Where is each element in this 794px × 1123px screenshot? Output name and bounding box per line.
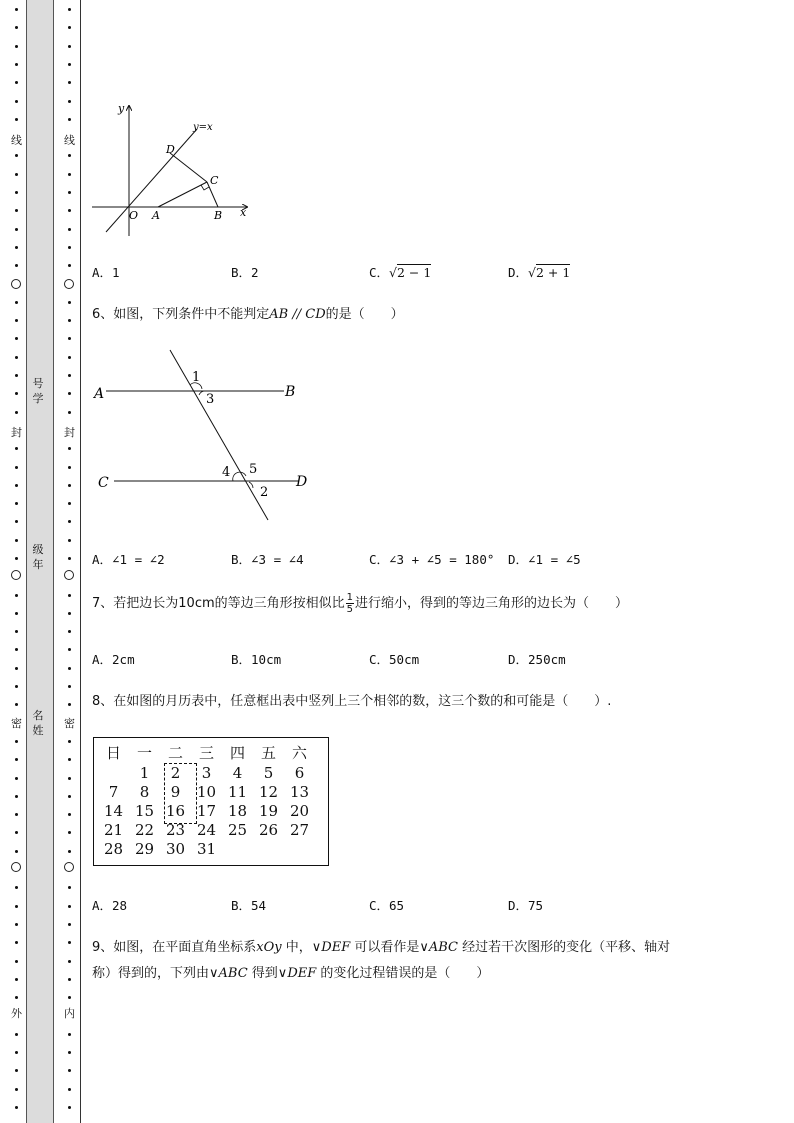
cal-cell: 23 [165, 820, 186, 839]
fig-label-B: B [214, 209, 223, 222]
margin-dot [15, 758, 18, 761]
cal-cell: 31 [196, 839, 217, 858]
margin-dot [68, 740, 71, 743]
margin-left-char-1: 线 [11, 134, 22, 147]
cal-cell: 28 [103, 839, 124, 858]
margin-circle [11, 279, 21, 289]
cal-cell: 24 [196, 820, 217, 839]
fig-label-D: D [296, 474, 308, 490]
q8-option-b: B．54 [231, 898, 267, 913]
q9-math: DEF [321, 940, 351, 955]
cal-cell: 29 [134, 839, 155, 858]
margin-dot [68, 1088, 71, 1091]
q5-option-d [508, 263, 570, 281]
q8-option-a: A．28 [92, 898, 128, 913]
margin-dot [15, 703, 18, 706]
q7-option-d: D．250cm [508, 652, 566, 667]
q6-option-c: C．∠3 + ∠5 = 180° [369, 552, 495, 567]
margin-dot [68, 392, 71, 395]
cal-head: 一 [136, 744, 152, 762]
cal-head: 日 [105, 744, 121, 762]
margin-dot [15, 978, 18, 981]
q6-option-a: A．∠1 = ∠2 [92, 552, 165, 567]
margin-dot [68, 612, 71, 615]
q9-math: xOy [256, 940, 282, 955]
margin-dot [68, 960, 71, 963]
cal-cell: 18 [227, 801, 248, 820]
calendar-header-row [98, 742, 315, 763]
margin-dot [15, 502, 18, 505]
margin-dot [15, 246, 18, 249]
q9-stem-line-2 [92, 962, 489, 981]
cal-cell: 4 [232, 763, 243, 782]
margin-dot [15, 484, 18, 487]
margin-dot [68, 1069, 71, 1072]
q5-option-c [369, 263, 431, 281]
margin-dot [15, 520, 18, 523]
cal-head: 三 [198, 744, 214, 762]
margin-dot [68, 850, 71, 853]
margin-dot [68, 795, 71, 798]
fig-label-D: D [166, 143, 175, 156]
margin-dot [15, 392, 18, 395]
cal-cell [253, 839, 284, 858]
margin-dot [15, 337, 18, 340]
margin-dot [68, 100, 71, 103]
margin-circle [64, 570, 74, 580]
margin-dot [15, 228, 18, 231]
q9-math: ABC [218, 966, 248, 981]
margin-dot [68, 411, 71, 414]
cal-cell: 25 [227, 820, 248, 839]
margin-dot [68, 520, 71, 523]
margin-dot [15, 118, 18, 121]
label-name [32, 708, 46, 738]
q9-stem-line-1 [92, 936, 670, 955]
cal-cell: 27 [289, 820, 310, 839]
q8-stem: 8、在如图的月历表中，任意框出表中竖列上三个相邻的数，这三个数的和可能是（ ）. [92, 694, 612, 709]
margin-dot [15, 173, 18, 176]
q9-math: DEF [287, 966, 317, 981]
q5-coordinate-figure [90, 100, 255, 240]
q5-option-b: B．2 [231, 265, 259, 280]
margin-dot [68, 173, 71, 176]
segment-DC [170, 153, 207, 182]
margin-dot [68, 502, 71, 505]
margin-dot [15, 154, 18, 157]
q5-option-c-value: 2 − 1 [397, 265, 432, 280]
cal-cell: 2 [170, 763, 181, 782]
angle-arc-top2 [199, 391, 204, 395]
cal-cell: 20 [289, 801, 310, 820]
fraction-1-5 [346, 592, 354, 615]
q6-option-d: D．∠1 = ∠5 [508, 552, 581, 567]
margin-dot [15, 1069, 18, 1072]
segment-AC [158, 182, 207, 207]
label-grade [32, 542, 46, 572]
margin-dot [68, 905, 71, 908]
right-margin-dots [62, 0, 76, 1123]
cal-cell: 17 [196, 801, 217, 820]
margin-circle [11, 570, 21, 580]
margin-circle [64, 279, 74, 289]
margin-dot [68, 703, 71, 706]
margin-dot [68, 246, 71, 249]
margin-dot [68, 594, 71, 597]
cal-cell [222, 839, 253, 858]
margin-dot [68, 191, 71, 194]
fraction-numerator: 1 [346, 592, 353, 603]
margin-dot [68, 466, 71, 469]
transversal [170, 350, 268, 520]
margin-dot [68, 447, 71, 450]
margin-circle [11, 862, 21, 872]
margin-dot [68, 1033, 71, 1036]
q6-stem-prefix: 6、如图，下列条件中不能判定 [92, 307, 270, 322]
calendar-box [93, 737, 329, 866]
margin-dot [68, 8, 71, 11]
margin-dot [15, 886, 18, 889]
cal-cell: 14 [103, 801, 124, 820]
margin-dot [15, 81, 18, 84]
margin-right-char-3: 密 [64, 717, 75, 730]
sqrt-symbol: √ [528, 265, 536, 280]
fig-label-x: x [240, 206, 247, 219]
q9-text: 得到∨ [247, 966, 288, 981]
angle-arc-bottom [233, 472, 246, 481]
calendar-table [98, 742, 315, 858]
cal-cell: 10 [196, 782, 217, 801]
margin-dot [15, 813, 18, 816]
margin-dot [15, 612, 18, 615]
margin-dot [68, 319, 71, 322]
fig-label-y: y [118, 102, 125, 115]
margin-dot [15, 831, 18, 834]
cal-head: 六 [291, 744, 307, 762]
cal-cell: 11 [227, 782, 248, 801]
margin-dot [68, 923, 71, 926]
q7-option-c: C．50cm [369, 652, 420, 667]
cal-cell: 21 [103, 820, 124, 839]
margin-dot [15, 1106, 18, 1109]
margin-dot [68, 1106, 71, 1109]
cal-cell: 19 [258, 801, 279, 820]
angle-label-5: 5 [249, 462, 258, 477]
margin-left-char-4: 外 [11, 1007, 22, 1020]
margin-dot [15, 539, 18, 542]
q5-option-a: A．1 [92, 265, 120, 280]
margin-circle [64, 862, 74, 872]
fig-label-A: A [152, 209, 160, 222]
angle-label-3: 3 [206, 392, 215, 407]
margin-dot [15, 191, 18, 194]
q7-option-b: B．10cm [231, 652, 282, 667]
margin-dot [15, 1088, 18, 1091]
angle-label-1: 1 [192, 370, 201, 385]
margin-dot [68, 539, 71, 542]
left-margin-dots [10, 0, 22, 1123]
q7-stem [92, 592, 628, 615]
margin-dot [15, 447, 18, 450]
margin-dot [15, 850, 18, 853]
margin-dot [15, 777, 18, 780]
margin-dot [15, 594, 18, 597]
margin-dot [68, 831, 71, 834]
margin-dot [68, 996, 71, 999]
margin-dot [15, 319, 18, 322]
margin-dot [68, 356, 71, 359]
margin-dot [68, 63, 71, 66]
q7-stem-suffix: 进行缩小，得到的等边三角形的边长为（ ） [355, 596, 629, 611]
margin-dot [68, 630, 71, 633]
margin-dot [68, 758, 71, 761]
q6-parallel-lines-figure [92, 345, 317, 525]
margin-dot [68, 337, 71, 340]
fig-label-line: y=x [193, 122, 213, 133]
margin-dot [68, 45, 71, 48]
margin-dot [15, 209, 18, 212]
margin-dot [68, 264, 71, 267]
margin-dot [68, 81, 71, 84]
q5-option-d-label: D． [508, 265, 529, 280]
cal-cell [98, 763, 129, 782]
margin-dot [15, 667, 18, 670]
margin-dot [68, 374, 71, 377]
margin-right-char-4: 内 [64, 1007, 75, 1020]
q6-stem [92, 303, 404, 322]
q6-stem-suffix: 的是（ ） [325, 307, 404, 322]
q5-option-c-label: C． [369, 265, 390, 280]
margin-dot [15, 26, 18, 29]
cal-head: 二 [167, 744, 183, 762]
margin-dot [15, 63, 18, 66]
margin-rule-line [80, 0, 81, 1123]
binding-column [26, 0, 54, 1123]
margin-dot [68, 667, 71, 670]
calendar-row [98, 820, 315, 839]
cal-cell: 26 [258, 820, 279, 839]
cal-cell: 15 [134, 801, 155, 820]
margin-right-char-1: 线 [64, 134, 75, 147]
margin-dot [15, 1033, 18, 1036]
fig-label-B: B [285, 384, 296, 400]
cal-head: 四 [229, 744, 245, 762]
margin-dot [15, 45, 18, 48]
q9-text: 可以看作是∨ [350, 940, 429, 955]
cal-cell: 30 [165, 839, 186, 858]
margin-dot [68, 484, 71, 487]
q5-option-d-value: 2 + 1 [536, 265, 571, 280]
fig-label-O: O [129, 209, 139, 222]
fig-label-C: C [210, 174, 219, 187]
label-name-text: 名姓 [32, 709, 44, 737]
margin-dot [68, 26, 71, 29]
margin-dot [68, 228, 71, 231]
margin-dot [68, 941, 71, 944]
cal-head: 五 [260, 744, 276, 762]
q8-option-d: D．75 [508, 898, 544, 913]
margin-dot [68, 301, 71, 304]
margin-dot [15, 960, 18, 963]
margin-dot [68, 813, 71, 816]
q8-option-c: C．65 [369, 898, 405, 913]
cal-cell: 3 [201, 763, 212, 782]
margin-dot [15, 8, 18, 11]
margin-right-char-2: 封 [64, 426, 75, 439]
cal-cell [284, 839, 315, 858]
margin-dot [68, 685, 71, 688]
cal-cell: 7 [108, 782, 119, 801]
margin-dot [68, 118, 71, 121]
margin-dot [68, 978, 71, 981]
q9-text: 中，∨ [281, 940, 322, 955]
margin-dot [68, 886, 71, 889]
margin-dot [68, 648, 71, 651]
q9-text: 9、如图，在平面直角坐标系 [92, 940, 257, 955]
margin-dot [15, 740, 18, 743]
right-angle-mark [201, 185, 209, 190]
angle-label-2: 2 [260, 485, 269, 500]
q9-text: 的变化过程错误的是（ ） [316, 966, 490, 981]
margin-left-char-3: 密 [11, 717, 22, 730]
margin-dot [15, 630, 18, 633]
margin-dot [15, 1051, 18, 1054]
calendar-row [98, 801, 315, 820]
cal-cell: 16 [165, 801, 186, 820]
margin-dot [15, 905, 18, 908]
margin-dot [68, 1051, 71, 1054]
margin-dot [68, 154, 71, 157]
margin-dot [68, 209, 71, 212]
margin-dot [15, 411, 18, 414]
margin-dot [68, 777, 71, 780]
cal-cell: 9 [170, 782, 181, 801]
label-grade-text: 级年 [32, 543, 44, 571]
cal-cell: 6 [294, 763, 305, 782]
q7-option-a: A．2cm [92, 652, 135, 667]
q6-stem-math: AB // CD [269, 307, 326, 322]
margin-dot [68, 557, 71, 560]
margin-dot [15, 941, 18, 944]
margin-dot [15, 356, 18, 359]
calendar-row [98, 763, 315, 782]
sqrt-symbol: √ [389, 265, 397, 280]
q6-option-b: B．∠3 = ∠4 [231, 552, 304, 567]
q7-stem-prefix: 7、若把边长为10cm的等边三角形按相似比 [92, 596, 345, 611]
margin-dot [15, 685, 18, 688]
fig-label-A: A [94, 386, 105, 402]
margin-dot [15, 996, 18, 999]
cal-cell: 8 [139, 782, 150, 801]
angle-label-4: 4 [222, 465, 231, 480]
calendar-row [98, 839, 315, 858]
fig-label-C: C [98, 475, 109, 491]
cal-cell: 12 [258, 782, 279, 801]
margin-dot [15, 466, 18, 469]
margin-dot [15, 100, 18, 103]
margin-dot [15, 923, 18, 926]
q9-math: ABC [428, 940, 459, 955]
margin-dot [15, 301, 18, 304]
fraction-denominator: 5 [346, 604, 353, 615]
margin-dot [15, 648, 18, 651]
margin-dot [15, 557, 18, 560]
margin-dot [15, 795, 18, 798]
label-student-id-text: 号学 [32, 377, 44, 405]
margin-left-char-2: 封 [11, 426, 22, 439]
calendar-row [98, 782, 315, 801]
q9-text: 称）得到的，下列由∨ [92, 966, 219, 981]
label-student-id [32, 376, 46, 406]
q9-text: 经过若干次图形的变化（平移、轴对 [458, 940, 671, 955]
cal-cell: 22 [134, 820, 155, 839]
cal-cell: 1 [139, 763, 150, 782]
margin-dot [15, 264, 18, 267]
cal-cell: 13 [289, 782, 310, 801]
margin-dot [15, 374, 18, 377]
cal-cell: 5 [263, 763, 274, 782]
